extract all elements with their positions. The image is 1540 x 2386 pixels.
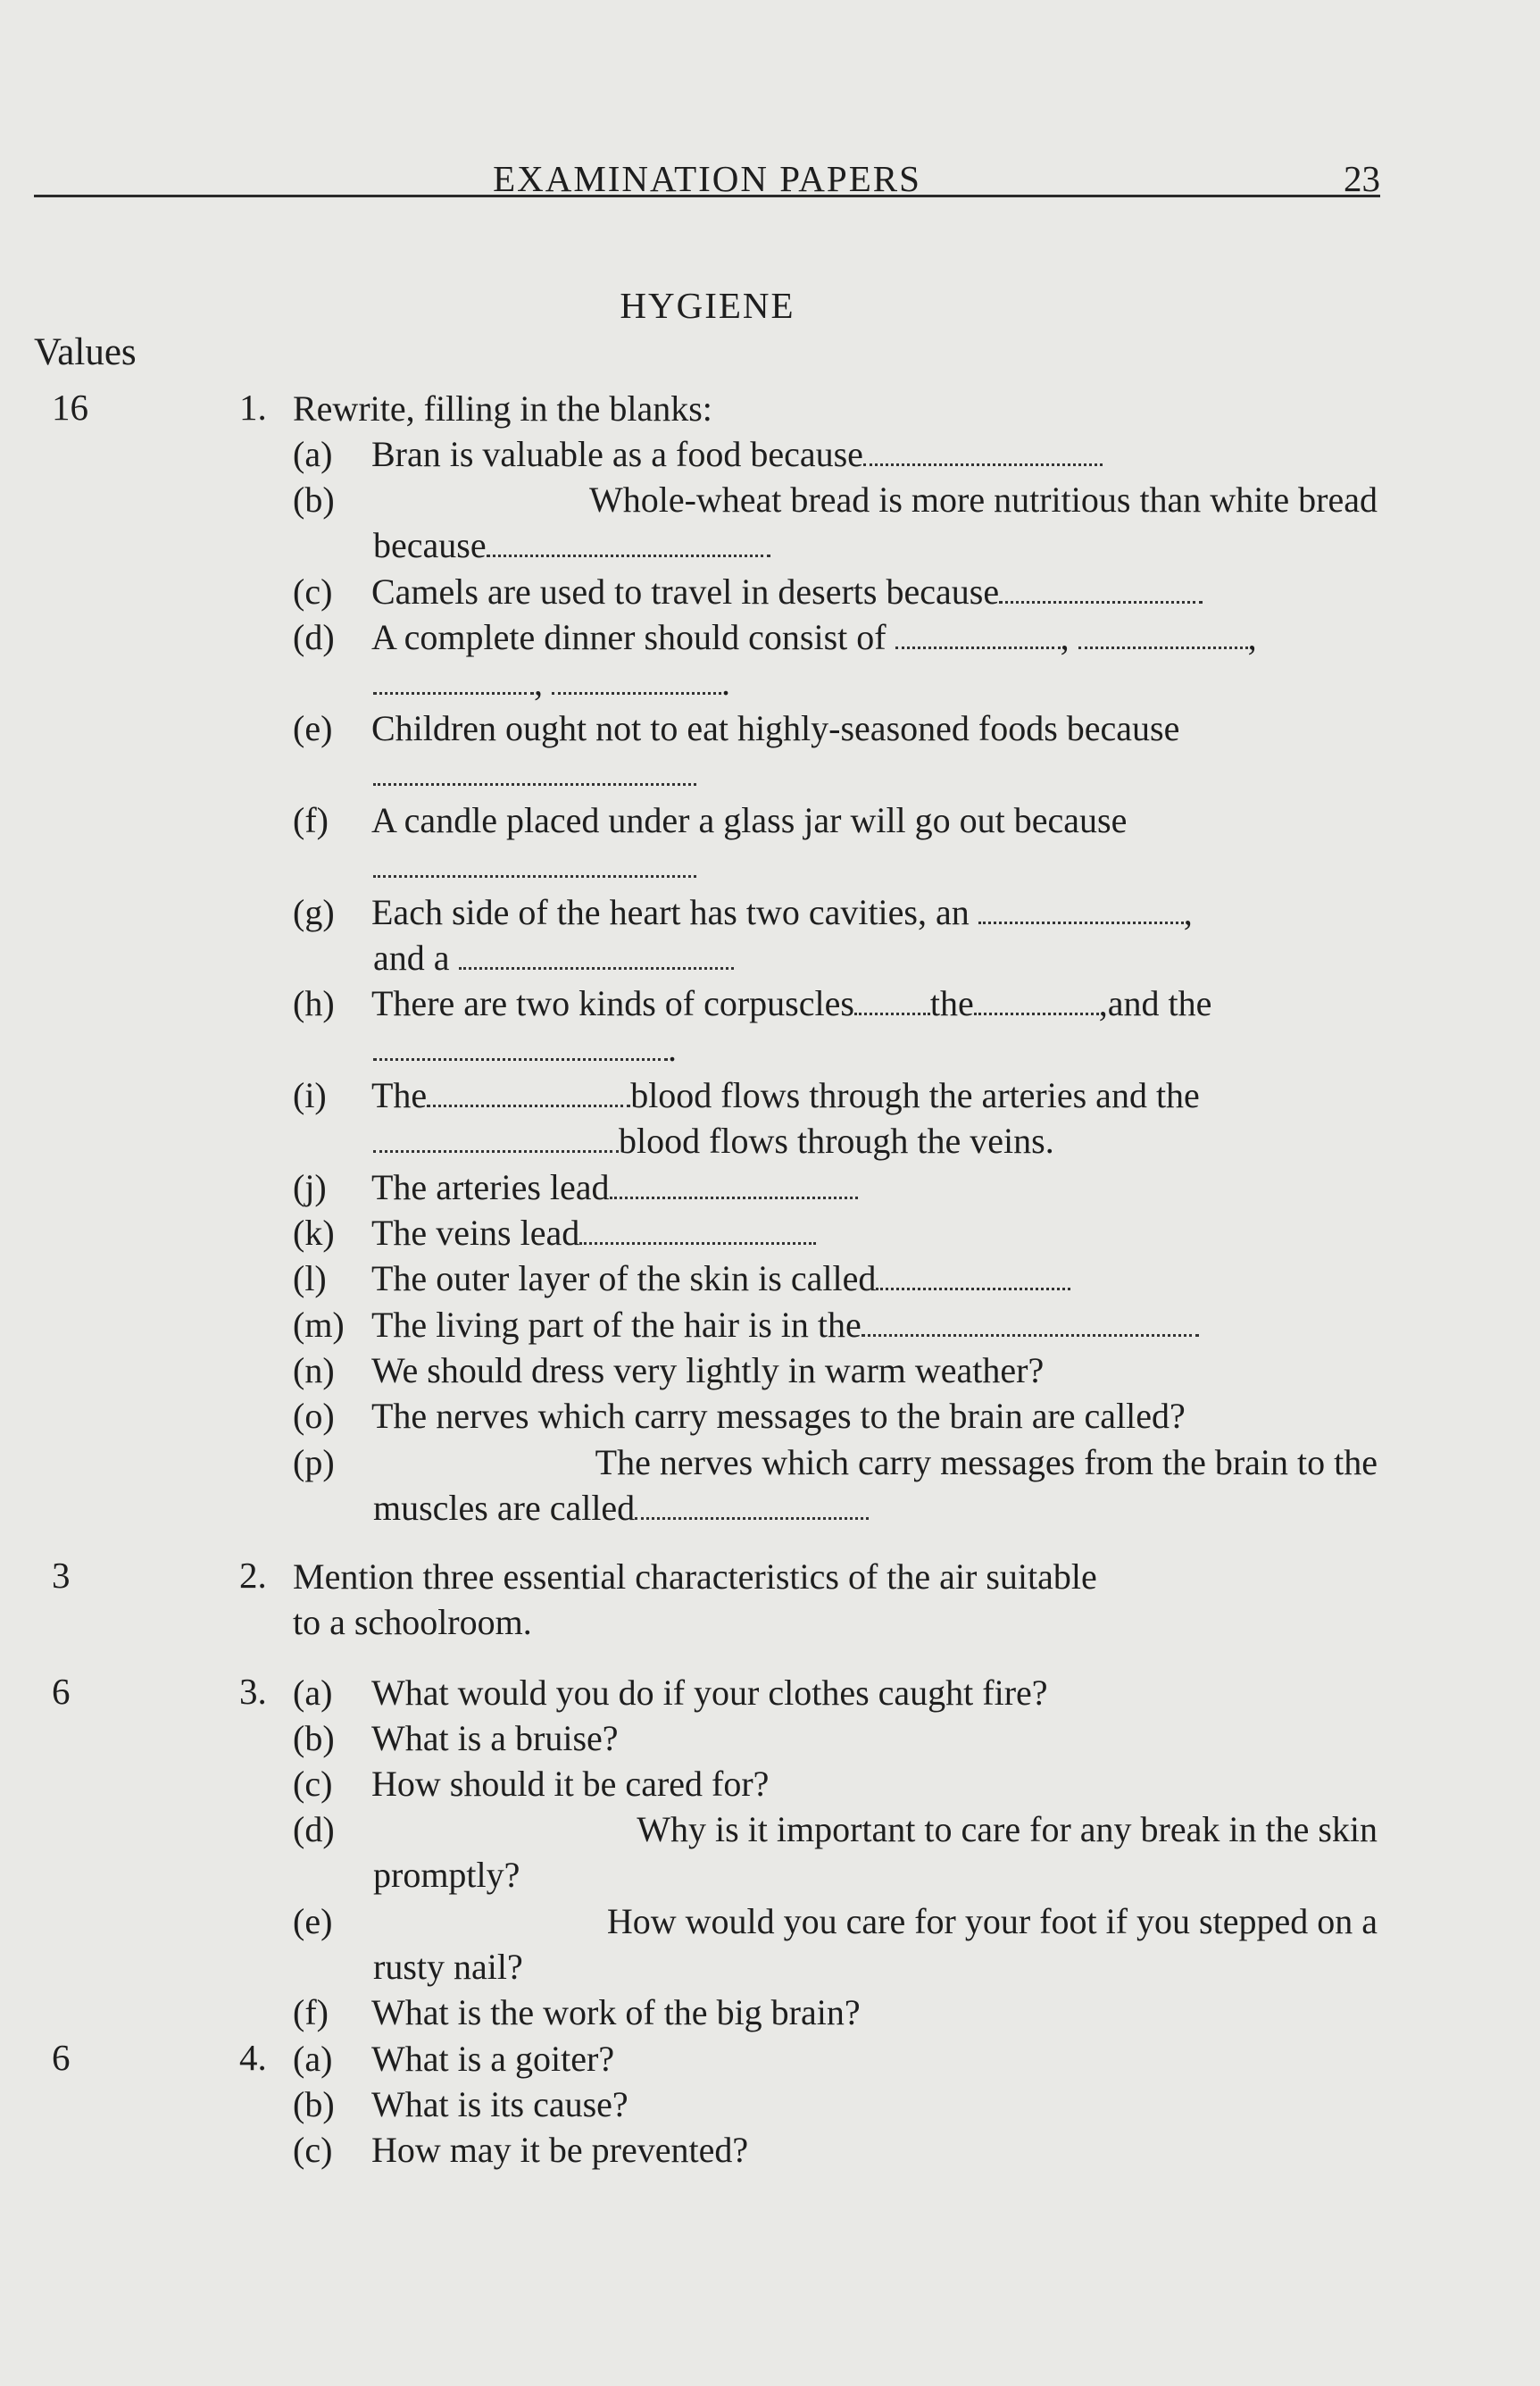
q1-item-f-cont [293,843,1458,888]
q1-item-i-cont [293,1118,1458,1164]
blank [978,895,1184,924]
blank [1078,620,1248,649]
blank [427,1078,630,1107]
q4-item-b [293,2081,1378,2127]
blank [863,437,1103,466]
q1-item-i [293,1072,1378,1118]
blank [373,848,696,878]
blank [974,986,1099,1015]
q1-item-n [293,1347,1378,1393]
blank [373,1031,668,1061]
item-label: (e) [293,1901,333,1941]
q1-item-f [293,797,1378,843]
blank [854,986,930,1015]
blank [610,1170,858,1199]
item-text: The living part of the hair is in the [371,1305,862,1345]
item-label: (d) [293,617,335,657]
q1-item-j [293,1164,1378,1210]
running-title: EXAMINATION PAPERS [493,158,921,199]
q1-item-e [293,705,1378,751]
item-text: We should dress very lightly in warm weather? [371,1350,1045,1390]
item-text-c: ,and the [1098,983,1212,1023]
item-text: How would you care for your foot if you stepped on a [606,1901,1378,1941]
q3-item-d [293,1806,1378,1852]
q3-item-b [293,1715,1378,1761]
item-text: The veins lead [371,1213,580,1253]
q1-item-k [293,1210,1378,1256]
question-1-number: 1. [239,387,267,428]
q4-item-a [293,2036,1378,2081]
item-label: (g) [293,892,335,932]
item-label: (c) [293,2130,333,2170]
item-label: (p) [293,1442,335,1482]
blank [552,665,721,695]
item-label: (b) [293,480,335,520]
blank [487,528,770,557]
item-label: (b) [293,2084,335,2124]
q3-item-e-cont: rusty nail? [373,1947,523,1987]
blank [895,620,1061,649]
item-label: (k) [293,1213,335,1253]
q1-item-e-cont [293,751,1458,797]
q1-item-h-cont: . [293,1026,1458,1072]
blank [373,665,534,695]
item-text: What is a goiter? [371,2039,615,2079]
q3-item-d-cont: promptly? [373,1855,520,1895]
item-text: Each side of the heart has two cavities, an [371,892,970,932]
q1-item-p [293,1439,1378,1485]
q1-item-h [293,980,1378,1026]
q1-item-p-cont [293,1485,1458,1531]
item-text-continued: blood flows through the veins. [619,1121,1054,1161]
item-text: What would you do if your clothes caught fire? [371,1673,1048,1713]
item-text: Bran is valuable as a food because [371,434,863,474]
q1-item-d-cont: , . [293,660,1458,705]
item-text: A complete dinner should consist of [371,617,887,657]
item-text-b: blood flows through the arteries and the [630,1075,1200,1115]
item-text: Why is it important to care for any break in the skin [637,1809,1378,1849]
item-label: (h) [293,983,335,1023]
q1-item-c [293,569,1378,614]
item-text-b: the [929,983,974,1023]
item-label: (l) [293,1258,327,1298]
item-text: A candle placed under a glass jar will go out because [371,800,1128,840]
question-2-prompt-cont: to a schoolroom. [293,1602,532,1642]
item-label: (n) [293,1350,335,1390]
q3-item-f [293,1990,1378,2035]
blank [635,1490,869,1520]
values-heading: Values [34,331,137,373]
q1-item-a [293,431,1378,477]
item-label: (a) [293,434,333,474]
q1-item-g-cont [293,935,1458,980]
page-number: 23 [1344,158,1380,199]
question-1-value: 16 [52,387,88,428]
item-label: (o) [293,1396,335,1436]
q3-item-c [293,1761,1378,1806]
question-2-number: 2. [239,1555,267,1596]
q1-item-b-cont [293,522,1458,568]
q4-item-c [293,2127,1378,2173]
section-title: HYGIENE [620,285,795,326]
item-text-continued: muscles are called [373,1488,636,1528]
item-text: The [371,1075,428,1115]
item-text: The nerves which carry messages to the brain are called? [371,1396,1186,1436]
blank [373,1123,619,1153]
item-text: The nerves which carry messages from the brain to the [595,1442,1378,1482]
item-label: (f) [293,1992,329,2032]
item-text: What is its cause? [371,2084,628,2124]
item-label: (f) [293,800,329,840]
blank [862,1307,1199,1337]
item-label: (e) [293,708,333,748]
item-label: (j) [293,1167,327,1207]
item-text: There are two kinds of corpuscles [371,983,854,1023]
item-text: The outer layer of the skin is called [371,1258,877,1298]
q3-item-e [293,1898,1378,1944]
blank [373,756,696,786]
item-text: How should it be cared for? [371,1764,770,1804]
item-label: (a) [293,1673,333,1713]
item-text: What is a bruise? [371,1718,619,1758]
question-1-prompt: Rewrite, filling in the blanks: [293,388,712,429]
question-4-number: 4. [239,2037,267,2078]
item-text: Children ought not to eat highly-seasoned foods because [371,708,1180,748]
item-text: Whole-wheat bread is more nutritious than white bread [588,480,1378,520]
item-label: (b) [293,1718,335,1758]
question-3-value: 6 [52,1671,71,1712]
item-text-continued: because [373,525,487,565]
blank [459,940,734,970]
item-label: (c) [293,1764,333,1804]
q1-item-m [293,1302,1378,1347]
item-text: Camels are used to travel in deserts because [371,571,1000,612]
page-header [34,150,1380,197]
blank [999,574,1203,604]
q3-item-a [293,1670,1378,1715]
blank [876,1261,1070,1290]
item-text: What is the work of the big brain? [371,1992,861,2032]
item-label: (d) [293,1809,335,1849]
item-label: (c) [293,571,333,612]
item-text: The arteries lead [371,1167,610,1207]
question-2-value: 3 [52,1555,71,1596]
blank [579,1215,816,1245]
q1-item-o [293,1393,1378,1439]
item-label: (a) [293,2039,333,2079]
q1-item-l [293,1256,1378,1301]
q1-item-g: (g) Each side of the heart has two cavities, an , [293,889,1378,935]
item-text-continued: and a [373,938,450,978]
q1-item-d: (d) A complete dinner should consist of , , [293,614,1378,660]
item-label: (m) [293,1305,345,1345]
item-text: How may it be prevented? [371,2130,749,2170]
question-2-prompt: Mention three essential characteristics of the air suitable [293,1556,1097,1597]
q1-item-b [293,477,1378,522]
question-3-number: 3. [239,1671,267,1712]
question-4-value: 6 [52,2037,71,2078]
item-label: (i) [293,1075,327,1115]
